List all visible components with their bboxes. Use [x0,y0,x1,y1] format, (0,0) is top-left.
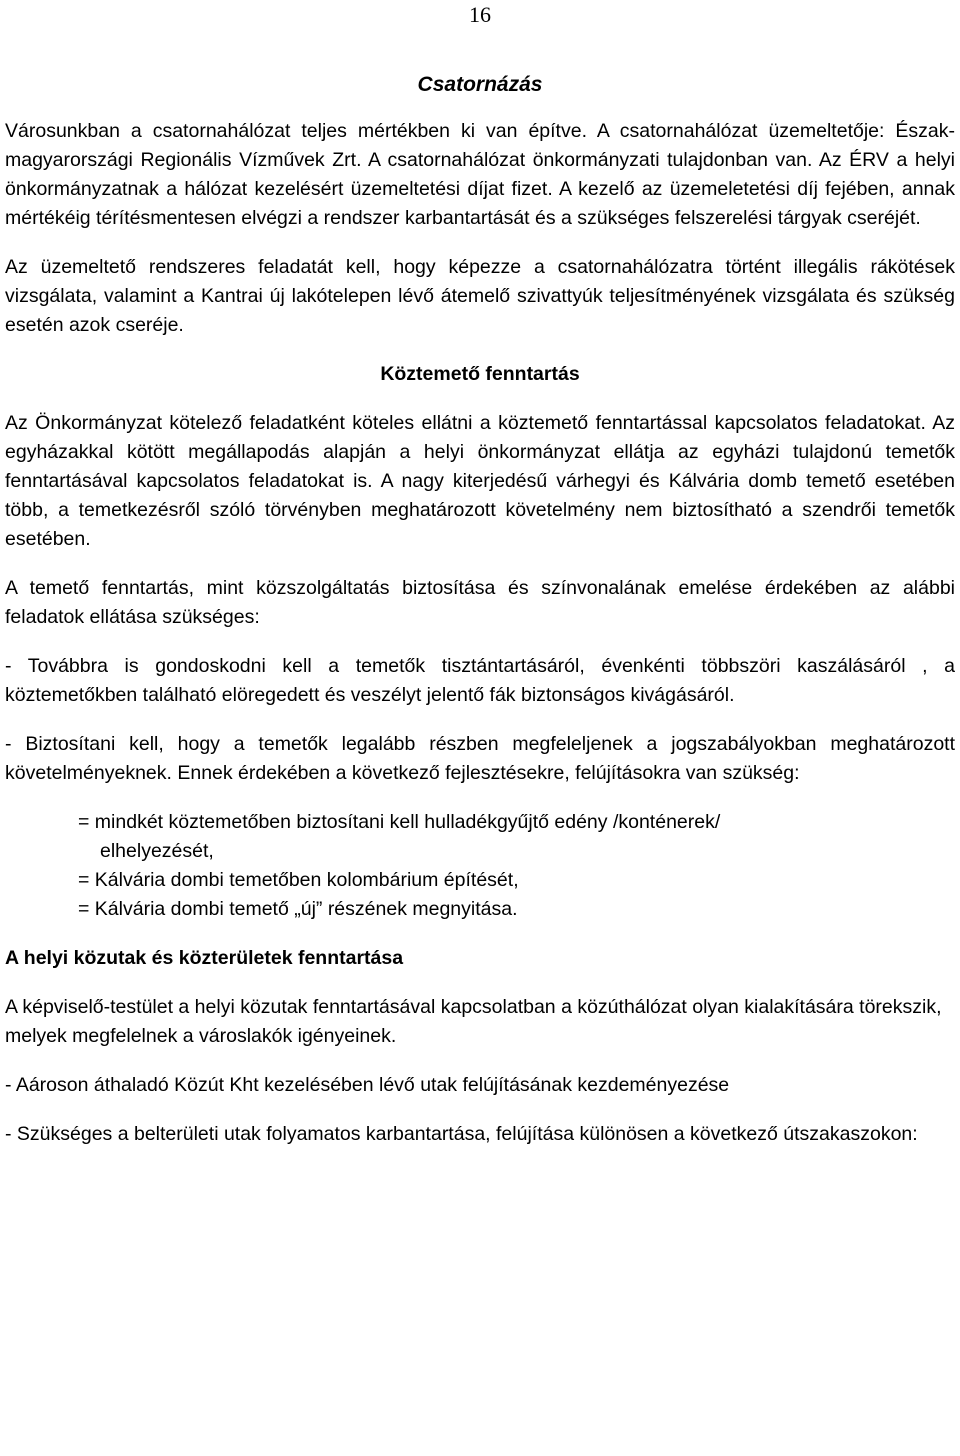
page-content [5,70,955,1169]
page-number: 16 [469,2,491,27]
paragraph: A temető fenntartás, mint közszolgáltatás biztosítása és színvonalának emelése érdekében az alábbi feladatok ellátása szükséges: [5,577,955,628]
paragraph: Az Önkormányzat kötelező feladatként köteles ellátni a köztemető fenntartással kapcsolatos feladatokat. Az egyházakkal kötött megállapodás alapján a helyi önkormányzat ellátja az egyházi tulajdonú temetők fenntartásával kapcsolatos feladatokat is. A nagy kiterjedésű várhegyi és Kálvária domb temető esetében több, a temetkezésről szóló törvényben meghatározott követelmény nem biztosítható a szendrői temetők esetében. [5,412,955,550]
list-item: = mindkét köztemetőben biztosítani kell hulladékgyűjtő edény /konténerek/ [78,811,721,833]
paragraph: A képviselő-testület a helyi közutak fenntartásával kapcsolatban a közúthálózat olyan kialakítására törekszik, melyek megfelelnek a városlakók igényeinek. [5,996,942,1047]
paragraph: - Szükséges a belterületi utak folyamatos karbantartása, felújítása különösen a következő útszakaszokon: [5,1123,918,1145]
list-item-continuation: elhelyezését, [100,840,214,862]
paragraph: - Továbbra is gondoskodni kell a temetők tisztántartásáról, évenkénti többszöri kaszálásáról , a köztemetőkben található elöregedett és veszélyt jelentő fák biztonságos kivágásáról. [5,655,955,706]
paragraph: - Biztosítani kell, hogy a temetők legalább részben megfeleljenek a jogszabályokban meghatározott követelményeknek. Ennek érdekében a következő fejlesztésekre, felújításokra van szükség: [5,733,955,784]
paragraph: Az üzemeltető rendszeres feladatát kell, hogy képezze a csatornahálózatra történt illegális rákötések vizsgálata, valamint a Kantrai új lakótelepen lévő átemelő szivattyúk teljesítményének vizsgálata és szükség esetén azok cseréje. [5,256,955,336]
section-heading-koztemeto: Köztemető fenntartás [380,363,580,385]
paragraph: Városunkban a csatornahálózat teljes mértékben ki van építve. A csatornahálózat üzemeltetője: Észak-magyarországi Regionális Vízművek Zrt. A csatornahálózat önkormányzati tulajdonban van. Az ÉRV a helyi önkormányzatnak a hálózat kezelésért üzemeltetési díjat fizet. A kezelő az üzemeletetési díj fejében, annak mértékéig térítésmentesen elvégzi a rendszer karbantartását és a szükséges felszerelési tárgyak cseréjét. [5,120,955,229]
list-item: = Kálvária dombi temetőben kolombárium építését, [78,869,519,891]
paragraph: - Aároson áthaladó Közút Kht kezelésében lévő utak felújításának kezdeményezése [5,1074,730,1096]
development-list [5,808,955,924]
list-item: = Kálvária dombi temető „új” részének megnyitása. [78,898,518,920]
section-heading-csatornazas: Csatornázás [417,73,543,96]
section-heading-kozutak: A helyi közutak és közterületek fenntartása [5,947,404,969]
